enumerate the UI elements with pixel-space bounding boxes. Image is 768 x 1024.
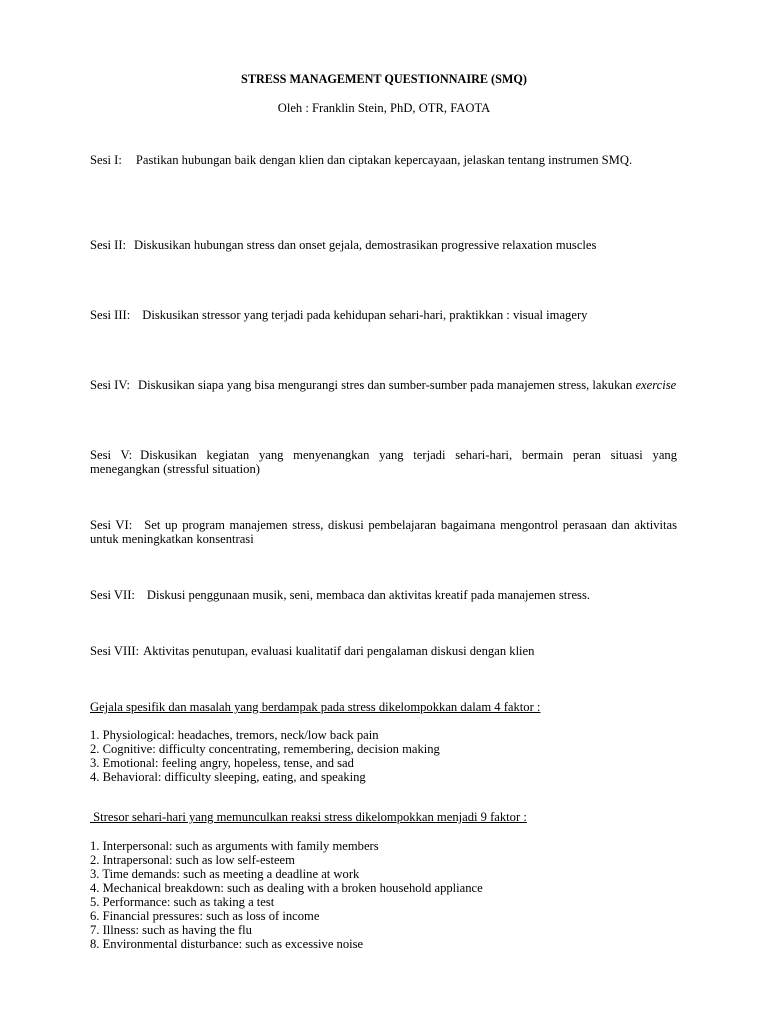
session-8 [90, 644, 677, 658]
session-text: Diskusikan stressor yang terjadi pada kehidupan sehari-hari, praktikkan : visual imagery [142, 308, 588, 322]
list-item: 1. Interpersonal: such as arguments with family members [90, 839, 379, 853]
session-label: Sesi II: [90, 238, 127, 252]
session-label: Sesi VII: [90, 588, 135, 602]
session-text: Diskusi penggunaan musik, seni, membaca dan aktivitas kreatif pada manajemen stress. [146, 588, 591, 602]
symptoms-list [90, 728, 690, 784]
session-label: Sesi I: [90, 153, 122, 167]
session-text: Diskusikan kegiatan yang menyenangkan yang terjadi sehari-hari, bermain peran situasi yang menegangkan (stressful situation) [90, 448, 677, 476]
session-label: Sesi VIII: [90, 644, 140, 658]
list-item: 1. Physiological: headaches, tremors, neck/low back pain [90, 728, 379, 742]
session-text: Pastikan hubungan baik dengan klien dan ciptakan kepercayaan, jelaskan tentang instrumen SMQ. [135, 153, 633, 167]
session-1 [90, 153, 677, 167]
symptoms-heading: Gejala spesifik dan masalah yang berdampak pada stress dikelompokkan dalam 4 faktor : [90, 700, 541, 714]
stressors-heading: Stresor sehari-hari yang memunculkan reaksi stress dikelompokkan menjadi 9 faktor : [90, 810, 527, 824]
list-item: 5. Performance: such as taking a test [90, 895, 275, 909]
list-item: 4. Mechanical breakdown: such as dealing with a broken household appliance [90, 881, 483, 895]
document-author: Oleh : Franklin Stein, PhD, OTR, FAOTA [277, 101, 491, 115]
session-text: Set up program manajemen stress, diskusi pembelajaran bagaimana mengontrol perasaan dan aktivitas untuk meningkatkan konsentrasi [90, 518, 678, 546]
session-5 [90, 448, 677, 476]
document-title: STRESS MANAGEMENT QUESTIONNAIRE (SMQ) [241, 72, 527, 86]
list-item: 4. Behavioral: difficulty sleeping, eating, and speaking [90, 770, 366, 784]
session-3 [90, 308, 677, 322]
list-item: 7. Illness: such as having the flu [90, 923, 252, 937]
list-item: 3. Emotional: feeling angry, hopeless, tense, and sad [90, 756, 354, 770]
session-4 [90, 378, 677, 392]
session-2 [90, 238, 677, 252]
session-7 [90, 588, 677, 602]
session-emphasis: exercise [635, 378, 677, 392]
stressors-list [90, 839, 690, 951]
session-label: Sesi V: [90, 448, 133, 462]
session-label: Sesi III: [90, 308, 131, 322]
session-label: Sesi VI: [90, 518, 133, 532]
session-label: Sesi IV: [90, 378, 130, 392]
session-text: Diskusikan hubungan stress dan onset gejala, demostrasikan progressive relaxation muscles [134, 238, 597, 252]
list-item: 2. Cognitive: difficulty concentrating, remembering, decision making [90, 742, 440, 756]
session-6 [90, 518, 677, 546]
list-item: 3. Time demands: such as meeting a deadline at work [90, 867, 360, 881]
list-item: 8. Environmental disturbance: such as excessive noise [90, 937, 364, 951]
session-text: Diskusikan siapa yang bisa mengurangi stres dan sumber-sumber pada manajemen stress, lakukan [138, 378, 633, 392]
session-text: Aktivitas penutupan, evaluasi kualitatif dari pengalaman diskusi dengan klien [143, 644, 535, 658]
list-item: 6. Financial pressures: such as loss of income [90, 909, 320, 923]
list-item: 2. Intrapersonal: such as low self-esteem [90, 853, 295, 867]
